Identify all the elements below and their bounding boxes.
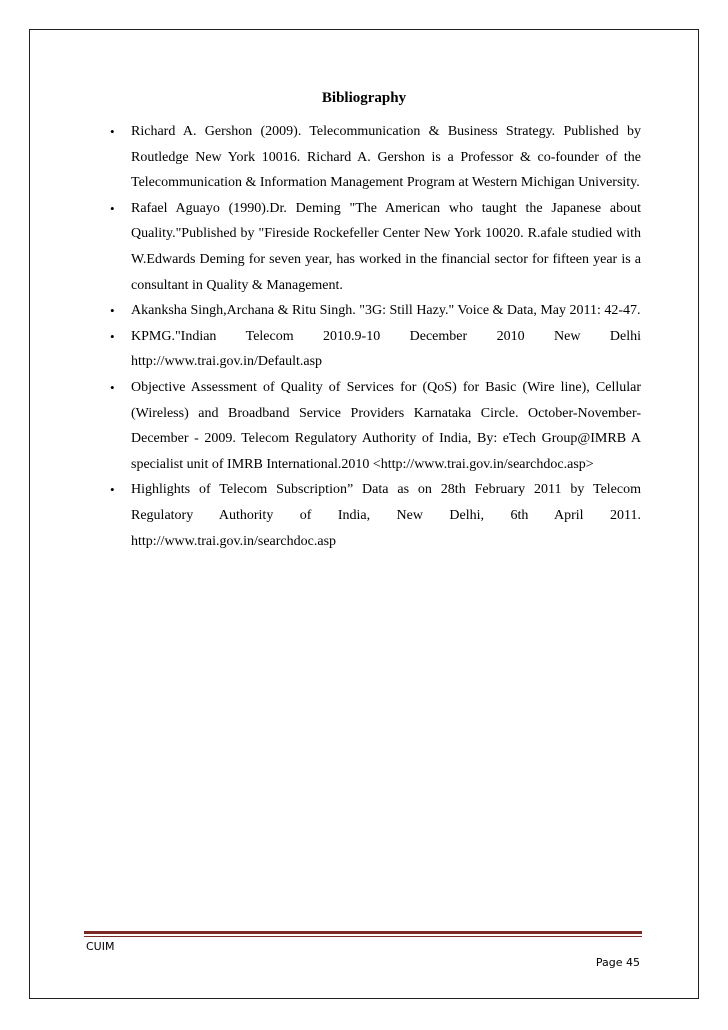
bullet-icon: • [110, 200, 115, 216]
footer-label: CUIM [86, 940, 115, 953]
bibliography-list [101, 119, 641, 554]
reference-item [101, 375, 641, 477]
footer-rule-thin [84, 936, 642, 937]
reference-text: KPMG."Indian Telecom 2010.9-10 December 2010 New Delhi http://www.trai.gov.in/Default.asp [131, 328, 641, 370]
page-title [0, 90, 728, 107]
reference-text: Objective Assessment of Quality of Services for (QoS) for Basic (Wire line), Cellular (Wireless) and Broadband Service Providers Karnataka Circle. October-November-December - 2009. Telecom Regulatory Authority of India, By: eTech Group@IMRB A specialist unit of IMRB International.2010 <http://www.trai.gov.in/searchdoc.asp> [131, 379, 641, 472]
footer-rule [84, 931, 642, 934]
bullet-icon: • [110, 303, 115, 319]
reference-text: Highlights of Telecom Subscription” Data as on 28th February 2011 by Telecom Regulatory Authority of India, New Delhi, 6th April 2011. http://www.trai.gov.in/searchdoc.asp [131, 482, 641, 549]
bullet-icon: • [110, 379, 115, 395]
bullet-icon: • [110, 482, 115, 498]
reference-item [101, 477, 641, 554]
reference-item [101, 119, 641, 196]
bullet-icon: • [110, 124, 115, 139]
page-title-text: Bibliography [321, 90, 407, 106]
reference-item [101, 298, 641, 324]
reference-text: Akanksha Singh,Archana & Ritu Singh. "3G: Still Hazy." Voice & Data, May 2011: 42-47. [131, 303, 641, 319]
page-number: Page 45 [595, 956, 640, 969]
reference-item [101, 324, 641, 375]
reference-text: Richard A. Gershon (2009). Telecommunication & Business Strategy. Published by Routledge New York 10016. Richard A. Gershon is a Professor & co-founder of the Telecommunication & Information Management Program at Western Michigan University. [131, 124, 641, 191]
reference-text: Rafael Aguayo (1990).Dr. Deming "The American who taught the Japanese about Quality."Published by "Fireside Rockefeller Center New York 10020. R.afale studied with W.Edwards Deming for seven year, has worked in the financial sector for fifteen year is a consultant in Quality & Management. [131, 200, 641, 293]
reference-item [101, 196, 641, 298]
bullet-icon: • [110, 328, 115, 344]
